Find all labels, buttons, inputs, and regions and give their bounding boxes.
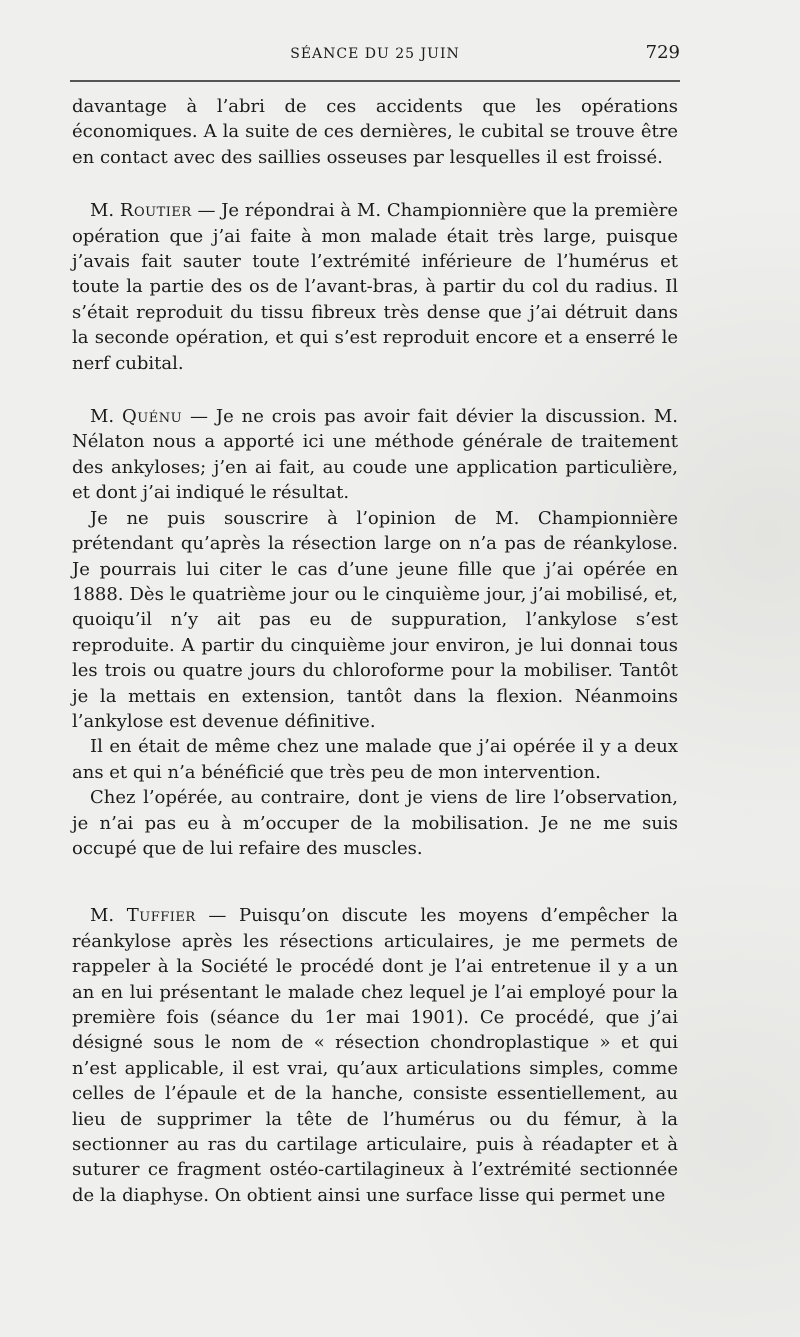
paragraph-continuation — [72, 94, 678, 170]
paragraph-quenu-3 — [72, 734, 678, 785]
paragraph-text: davantage à l’abri de ces accidents que les opérations économiques. A la suite de ces dernières, le cubital se trouve être en contact avec des saillies osseuses par lesquelles il est froissé. — [72, 96, 678, 168]
paragraph-routier — [72, 198, 678, 376]
paragraph-quenu — [72, 404, 678, 506]
speaker-name: Quénu — [122, 406, 183, 428]
speaker-prefix: M. — [90, 200, 120, 222]
paragraph-text: Je ne puis souscrire à l’opinion de M. Championnière prétendant qu’après la résection large on n’a pas de réankylose. Je pourrais lui citer le cas d’une jeune fille que j’ai opérée en 1888. Dès le quatrième jour ou le cinquième jour, j’ai mobilisé, et, quoiqu’il n’y ait pas eu de suppuration, l’ankylose s’est reproduite. A partir du cinquième jour environ, je lui donnai tous les trois ou quatre jours du chloroforme pour la mobiliser. Tantôt je la mettais en extension, tantôt dans la flexion. Néanmoins l’ankylose est devenue définitive. — [72, 507, 678, 732]
paragraph-text: — Je ne crois pas avoir fait dévier la discussion. M. Nélaton nous a apporté ici une méthode générale de traitement des ankyloses; j’en ai fait, au coude une application particulière, et dont j’ai indiqué le résultat. — [72, 406, 678, 504]
paragraph-quenu-2 — [72, 506, 678, 735]
speaker-prefix: M. — [90, 406, 123, 428]
running-title: SÉANCE DU 25 JUIN — [290, 46, 460, 62]
page-body — [72, 94, 678, 1208]
paragraph-text: Chez l’opérée, au contraire, dont je viens de lire l’observation, je n’ai pas eu à m’occuper de la mobilisation. Je ne me suis occupé que de lui refaire des muscles. — [72, 787, 678, 859]
paragraph-text: Il en était de même chez une malade que j’ai opérée il y a deux ans et qui n’a bénéficié que très peu de mon intervention. — [72, 736, 678, 783]
speaker-name: Tuffier — [126, 905, 196, 927]
paragraph-text: — Puisqu’on discute les moyens d’empêcher la réankylose après les résections articulaires, je me permets de rappeler à la Société le procédé dont je l’ai entretenue il y a un an en lui présentant le malade chez lequel je l’ai employé pour la première fois (séance du 1er mai 1901). Ce procédé, que j’ai désigné sous le nom de « résection chondroplastique » et qui n’est applicable, il est vrai, qu’aux articulations simples, comme celles de l’épaule et de la hanche, consiste essentiellement, au lieu de supprimer la tête de l’humérus ou du fémur, à la sectionner au ras du cartilage articulaire, puis à réadapter et à suturer ce fragment ostéo-cartilagineux à l’extrémité sectionnée de la diaphyse. On obtient ainsi une surface lisse qui permet une — [72, 905, 678, 1206]
page-number: 729 — [645, 42, 680, 63]
paragraph-text: — Je répondrai à M. Championnière que la première opération que j’ai faite à mon malade était très large, puisque j’avais fait sauter toute l’extrémité inférieure de l’humérus et toute la partie des os de l’avant-bras, à partir du col du radius. Il s’était reproduit du tissu fibreux très dense que j’ai détruit dans la seconde opération, et qui s’est reproduit encore et a enserré le nerf cubital. — [72, 200, 678, 374]
speaker-prefix: M. — [90, 905, 127, 927]
paragraph-quenu-4 — [72, 785, 678, 861]
speaker-name: Routier — [119, 200, 192, 222]
paragraph-tuffier — [72, 903, 678, 1208]
page-header — [70, 38, 680, 82]
header-rule — [70, 80, 680, 82]
